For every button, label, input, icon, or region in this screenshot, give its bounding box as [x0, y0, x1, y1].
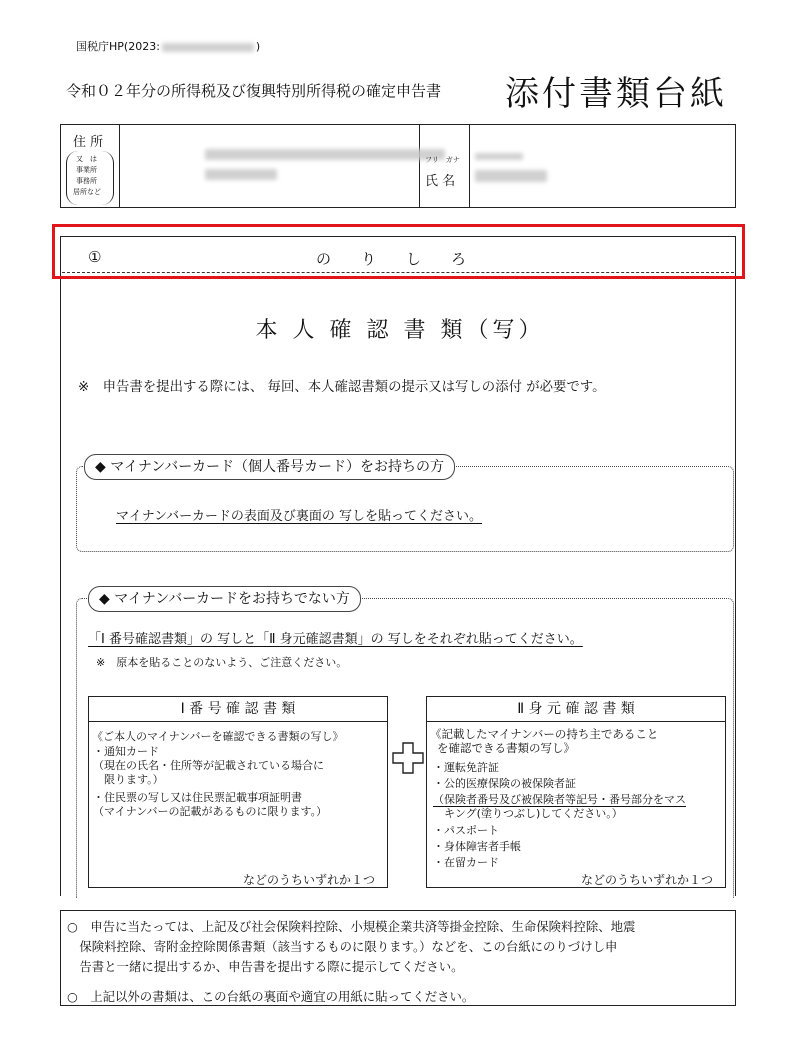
identity-doc-line-6: ・身体障害者手帳	[433, 840, 521, 853]
address-sub-line-2: 事業所	[76, 166, 97, 174]
redacted-name	[475, 170, 547, 182]
glue-strip-label: の り し ろ	[316, 250, 467, 268]
name-field	[469, 125, 735, 207]
main-note: ※ 申告書を提出する際には、 毎回、本人確認書類の提示又は写しの添付 が必要です。	[78, 380, 606, 395]
identity-doc-line-4: キング(塗りつぶし)してください。）	[433, 807, 623, 820]
source-label-close: )	[255, 40, 261, 53]
identity-doc-title: Ⅱ 身 元 確 認 書 類	[427, 697, 725, 722]
footer-note-1-line-2: 保険料控除、寄附金控除関係書類（該当するものに限ります。）などを、この台紙にのりづけし申	[67, 939, 618, 954]
card-section-heading: ◆ マイナンバーカード（個人番号カード）をお持ちの方	[84, 454, 455, 480]
redacted-address-line-1	[205, 149, 445, 160]
identity-doc-footer: などのうちいずれか１つ	[580, 873, 713, 887]
glue-strip-number: ①	[88, 248, 102, 266]
identity-doc-intro-2: を確認できる書類の写し》	[437, 741, 575, 755]
number-doc-line-3: 限ります。）	[93, 773, 164, 786]
identity-doc-line-2: ・公的医療保険の被保険者証	[433, 777, 576, 790]
identity-doc-line-3: （保険者番号及び被保険者等記号・番号部分をマス	[433, 793, 686, 806]
identity-doc-line-1: ・運転免許証	[433, 761, 499, 774]
address-sub-line-3: 事務所	[76, 177, 97, 185]
name-label: 氏 名	[425, 174, 456, 189]
footer-notes-box	[60, 910, 736, 1006]
identity-doc-line-5: ・パスポート	[433, 824, 499, 837]
main-title: 本 人 確 認 書 類（写）	[255, 318, 545, 343]
applicant-box	[60, 124, 736, 208]
document-title: 添付書類台紙	[505, 74, 727, 114]
number-doc-line-5: （マイナンバーの記載があるものに限ります。）	[93, 805, 328, 818]
number-doc-intro: 《ご本人のマイナンバーを確認できる書類の写し》	[92, 730, 344, 743]
source-label	[76, 38, 260, 54]
card-instruction: マイナンバーカードの表面及び裏面の 写しを貼ってください。	[116, 509, 483, 524]
footer-note-1-line-3: 告書と一緒に提出するか、申告書を提出する際に提示してください。	[67, 959, 464, 974]
identity-doc-intro-1: 《記載したマイナンバーの持ち主であること	[430, 727, 659, 741]
redacted-address-line-2	[205, 169, 277, 180]
redacted-date	[162, 43, 254, 52]
number-doc-line-4: ・住民票の写し又は住民票記載事項証明書	[93, 791, 302, 804]
identity-doc-box	[426, 696, 726, 888]
number-doc-line-2: （現在の氏名・住所等が記載されている場合に	[93, 759, 324, 772]
address-label-cell	[61, 125, 120, 207]
form-title: 令和０２年分の所得税及び復興特別所得税の確定申告書	[66, 82, 442, 100]
plus-icon	[390, 740, 426, 776]
redacted-furigana	[475, 153, 523, 160]
address-field	[119, 125, 420, 207]
identity-doc-line-7: ・在留カード	[433, 856, 499, 869]
number-doc-footer: などのうちいずれか１つ	[242, 873, 375, 887]
address-sub-line-4: 居所など	[73, 188, 101, 196]
furigana-label: フリ ガナ	[425, 156, 460, 164]
address-label: 住 所	[73, 135, 104, 150]
name-label-cell	[419, 125, 470, 207]
address-sub-line-1: 又 は	[76, 155, 97, 163]
source-label-text: 国税庁HP(2023:	[76, 40, 160, 53]
nocard-caution: ※ 原本を貼ることのないよう、ご注意ください。	[96, 656, 348, 669]
highlight-box	[52, 224, 745, 279]
number-doc-title: Ⅰ 番 号 確 認 書 類	[89, 697, 387, 722]
number-doc-box	[88, 696, 388, 888]
number-doc-line-1: ・通知カード	[93, 745, 159, 758]
footer-note-2: ○ 上記以外の書類は、この台紙の裏面や適宜の用紙に貼ってください。	[67, 989, 475, 1004]
footer-note-1-line-1: ○ 申告に当たっては、上記及び社会保険料控除、小規模企業共済等掛金控除、生命保険料控除、地震	[67, 919, 636, 934]
nocard-instruction: 「Ⅰ 番号確認書類」の 写しと「Ⅱ 身元確認書類」の 写しをそれぞれ貼ってください。	[88, 632, 583, 647]
nocard-section-heading: ◆ マイナンバーカードをお持ちでない方	[88, 586, 361, 612]
